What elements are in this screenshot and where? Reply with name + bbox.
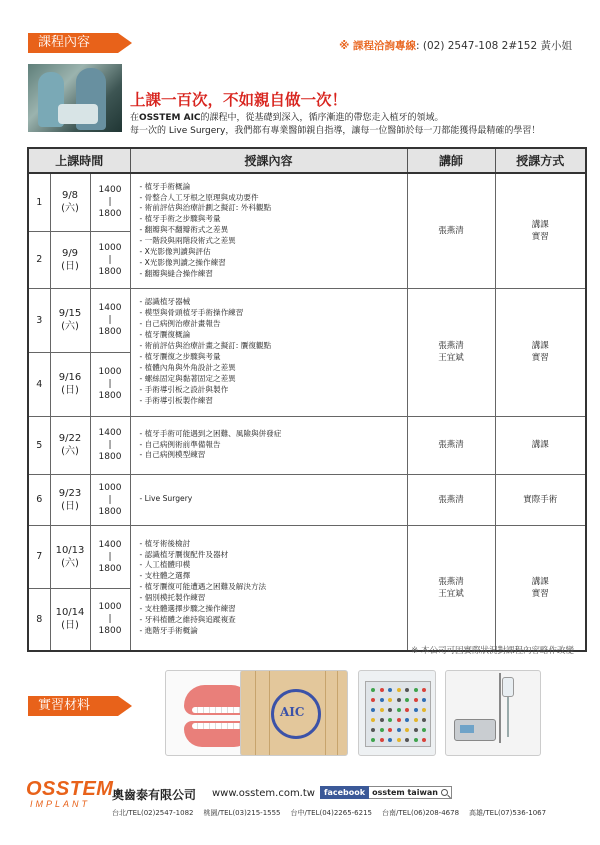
search-icon	[441, 789, 448, 796]
hotline-value: : (02) 2547-108 2#152 黃小姐	[415, 40, 572, 52]
session-number: 6	[28, 474, 50, 525]
topic-item: - X光影像判讀之操作練習	[140, 258, 407, 269]
session-row	[28, 416, 586, 474]
method-cell: 講課 實習	[495, 288, 586, 416]
topic-item: - 翻瓣與縫合操作練習	[140, 269, 407, 280]
topic-item: - X光影像判讀與評估	[140, 247, 407, 258]
branch-phone: 高雄/TEL(07)536-1067	[469, 809, 547, 817]
session-time: 1000 | 1800	[90, 474, 130, 525]
topic-item: - Live Surgery	[140, 494, 407, 505]
header-time: 上課時間	[28, 148, 130, 173]
facebook-page-name: osstem taiwan	[372, 788, 438, 797]
hotline	[339, 38, 572, 53]
instructor-cell: 張燕清 王宜斌	[407, 525, 495, 651]
topic-item: - 牙科植體之維持與追蹤複查	[140, 615, 407, 626]
topic-item: - 進階牙手術概論	[140, 626, 407, 637]
facebook-badge[interactable]	[320, 786, 452, 799]
osstem-logo: OSSTEM IMPLANT	[26, 778, 114, 809]
topic-list	[130, 474, 407, 525]
topic-item: - 自己病例模型練習	[140, 450, 407, 461]
topic-item: - 植體內角與外角設計之差異	[140, 363, 407, 374]
branch-phone: 台南/TEL(06)208-4678	[382, 809, 460, 817]
method-cell: 實際手術	[495, 474, 586, 525]
topic-item: - 植牙手術之步驟與考量	[140, 214, 407, 225]
surgical-kit-image	[358, 670, 436, 756]
website-link[interactable]: www.osstem.com.tw	[212, 788, 315, 799]
session-time: 1400 | 1800	[90, 288, 130, 352]
session-row	[28, 474, 586, 525]
topic-item: - 植牙贋復之步驟與考量	[140, 352, 407, 363]
topic-item: - 認識植牙器械	[140, 297, 407, 308]
topic-item: - 術前評估與治療計劃之擬訂: 外科觀點	[140, 203, 407, 214]
topic-item: - 自己病例術前準備報告	[140, 440, 407, 451]
session-date: 10/13 (六)	[50, 525, 90, 588]
section-title-materials: 實習材料	[28, 696, 118, 716]
branch-contacts	[112, 808, 556, 818]
topic-list	[130, 525, 407, 651]
session-number: 5	[28, 416, 50, 474]
topic-item: - 支柱體之選擇	[140, 571, 407, 582]
topic-item: - 個別模托製作練習	[140, 593, 407, 604]
topic-item: - 植牙手術概論	[140, 182, 407, 193]
aic-textbook-image	[240, 670, 348, 756]
session-number: 7	[28, 525, 50, 588]
instructor-cell: 張燕清	[407, 173, 495, 288]
surgery-photo	[28, 64, 122, 132]
session-date: 9/22 (六)	[50, 416, 90, 474]
facebook-label: facebook	[320, 786, 369, 799]
instructor-cell: 張燕清	[407, 416, 495, 474]
disclaimer-note: ※ 本公司可因實際狀況對課程內容略作改變	[411, 646, 574, 656]
session-number: 2	[28, 231, 50, 288]
header-content: 授課內容	[130, 148, 407, 173]
topic-item: - 自己病例治療計畫報告	[140, 319, 407, 330]
topic-list	[130, 173, 407, 288]
topic-item: - 植牙手術可能遇到之困難、風險與併發症	[140, 429, 407, 440]
session-time: 1400 | 1800	[90, 525, 130, 588]
intro-text: 在OSSTEM AIC的課程中，從基礎到深入，循序漸進的帶您走入植牙的領域。 每一次的 Live Surgery，我們都有專業醫師親自指導，讓每一位醫師於每一刀都能獲得最精確的學習！	[130, 113, 541, 136]
branch-phone: 台北/TEL(02)2547-1082	[112, 809, 194, 817]
session-row	[28, 288, 586, 352]
topic-item: - 認識植牙贋復配件及器材	[140, 550, 407, 561]
topic-item: - 植牙贋復概論	[140, 330, 407, 341]
topic-item: - 術前評估與治療計畫之擬訂: 贋復觀點	[140, 341, 407, 352]
brand-name: OSSTEM AIC	[139, 113, 201, 123]
session-time: 1400 | 1800	[90, 173, 130, 231]
headline: 上課一百次，不如親自做一次！	[130, 91, 348, 109]
session-number: 8	[28, 588, 50, 651]
company-name: 奧齒泰有限公司	[112, 788, 197, 802]
method-cell: 講課 實習	[495, 173, 586, 288]
topic-list	[130, 288, 407, 416]
topic-item: - 翻瓣與不翻瓣術式之差異	[140, 225, 407, 236]
topic-item: - 人工植體印模	[140, 560, 407, 571]
topic-item: - 手術導引板之設計與製作	[140, 385, 407, 396]
topic-item: - 螺絲固定與黏著固定之差異	[140, 374, 407, 385]
session-date: 9/23 (日)	[50, 474, 90, 525]
surgical-motor-image	[445, 670, 541, 756]
topic-list	[130, 416, 407, 474]
topic-item: - 模型與骨頭植牙手術操作練習	[140, 308, 407, 319]
header-instructor: 講師	[407, 148, 495, 173]
instructor-cell: 張燕清 王宜斌	[407, 288, 495, 416]
session-date: 9/16 (日)	[50, 352, 90, 416]
session-date: 9/15 (六)	[50, 288, 90, 352]
session-time: 1400 | 1800	[90, 416, 130, 474]
topic-item: - 植牙術後檢討	[140, 539, 407, 550]
topic-item: - 手術導引板製作練習	[140, 396, 407, 407]
session-number: 1	[28, 173, 50, 231]
branch-phone: 台中/TEL(04)2265-6215	[290, 809, 372, 817]
session-date: 10/14 (日)	[50, 588, 90, 651]
session-time: 1000 | 1800	[90, 231, 130, 288]
topic-item: - 植牙贋復可能遭遇之困難及解決方法	[140, 582, 407, 593]
topic-item: - 骨整合人工牙根之原理與成功要件	[140, 193, 407, 204]
session-date: 9/8 (六)	[50, 173, 90, 231]
method-cell: 講課 實習	[495, 525, 586, 651]
instructor-cell: 張燕清	[407, 474, 495, 525]
session-time: 1000 | 1800	[90, 352, 130, 416]
session-row	[28, 525, 586, 588]
session-date: 9/9 (日)	[50, 231, 90, 288]
session-number: 4	[28, 352, 50, 416]
topic-item: - 一階段與兩階段術式之差異	[140, 236, 407, 247]
session-time: 1000 | 1800	[90, 588, 130, 651]
aic-seal-text: AIC	[280, 705, 305, 719]
hotline-label: ※ 課程洽詢專線	[339, 40, 416, 52]
method-cell: 講課	[495, 416, 586, 474]
topic-item: - 支柱體選擇步驟之操作練習	[140, 604, 407, 615]
session-row	[28, 173, 586, 231]
branch-phone: 桃園/TEL(03)215-1555	[203, 809, 281, 817]
header-method: 授課方式	[495, 148, 586, 173]
schedule-table	[27, 147, 587, 652]
section-title-course: 課程內容	[28, 33, 118, 53]
session-number: 3	[28, 288, 50, 352]
